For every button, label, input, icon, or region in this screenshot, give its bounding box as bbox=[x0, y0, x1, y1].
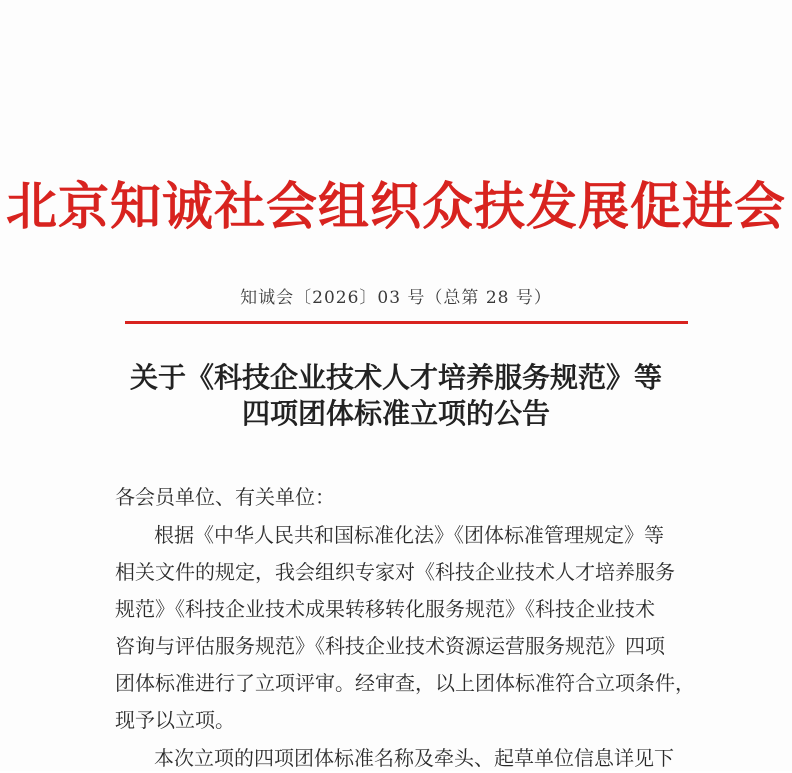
organization-name-header: 北京知诚社会组织众扶发展促进会 bbox=[5, 178, 786, 237]
body-paragraph-2-line-1: 本次立项的四项团体标准名称及牵头、起草单位信息详见下 bbox=[154, 746, 674, 770]
body-paragraph-1-line-3: 规范》《科技企业技术成果转移转化服务规范》《科技企业技术 bbox=[115, 597, 655, 621]
body-paragraph-1-line-6: 现予以立项。 bbox=[115, 708, 235, 732]
document-title bbox=[0, 360, 792, 432]
body-paragraph-1-line-2: 相关文件的规定，我会组织专家对《科技企业技术人才培养服务 bbox=[115, 560, 675, 584]
red-divider-line bbox=[125, 321, 688, 324]
body-paragraph-1-line-5: 团体标准进行了立项评审。经审查，以上团体标准符合立项条件， bbox=[115, 671, 695, 695]
document-title-line-2: 四项团体标准立项的公告 bbox=[241, 397, 550, 430]
salutation: 各会员单位、有关单位： bbox=[115, 485, 335, 509]
document-number: 知诚会〔2026〕03 号（总第 28 号） bbox=[240, 288, 552, 308]
body-paragraph-1-line-4: 咨询与评估服务规范》《科技企业技术资源运营服务规范》四项 bbox=[115, 634, 665, 658]
body-paragraph-1-line-1: 根据《中华人民共和国标准化法》《团体标准管理规定》等 bbox=[154, 523, 664, 547]
document-title-line-1: 关于《科技企业技术人才培养服务规范》等 bbox=[129, 361, 662, 394]
